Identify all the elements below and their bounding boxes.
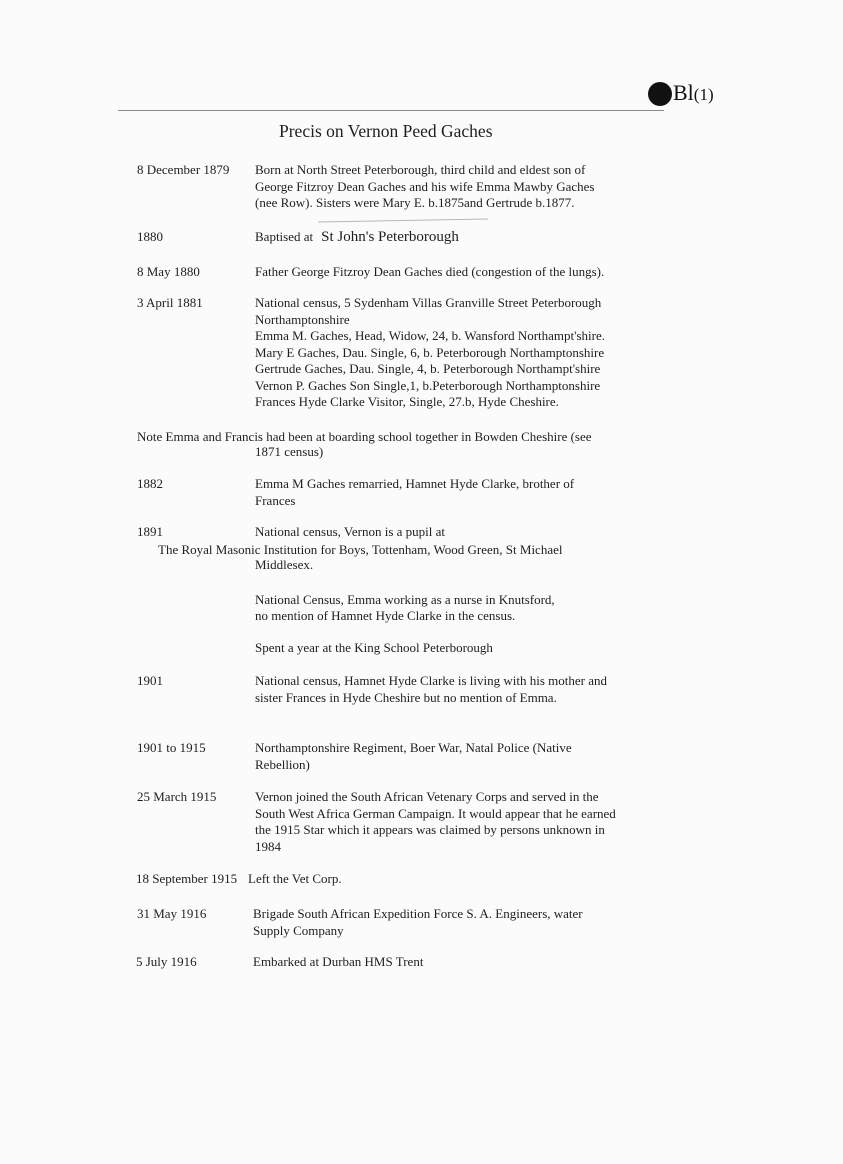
knutsford-line-2: no mention of Hamnet Hyde Clarke in the census. bbox=[255, 608, 516, 623]
entry-date: 5 July 1916 bbox=[136, 954, 197, 969]
top-divider bbox=[118, 110, 664, 111]
entry-date: 1880 bbox=[137, 229, 163, 244]
note-line-2: 1871 census) bbox=[255, 444, 324, 459]
punch-hole-dot bbox=[648, 82, 672, 106]
note-line-1: Note Emma and Francis had been at boarding school together in Bowden Cheshire (see bbox=[137, 429, 592, 444]
entry-text: National census, Hamnet Hyde Clarke is living with his mother and sister Frances in Hyde Cheshire but no mention of Emma. bbox=[255, 673, 608, 705]
entry-text: Brigade South African Expedition Force S. A. Engineers, water Supply Company bbox=[253, 906, 583, 938]
entry-text: Northamptonshire Regiment, Boer War, Natal Police (Native Rebellion) bbox=[255, 740, 572, 772]
entry-text: Embarked at Durban HMS Trent bbox=[253, 954, 424, 969]
entry-date: 1891 bbox=[137, 524, 163, 539]
entry-text: Vernon joined the South African Vetenary Corps and served in the South West Africa German Campaign. It would appear that he earned the 1915 Star which it appears was claimed by persons unknown in 1984 bbox=[255, 789, 616, 854]
entry-date: 1901 to 1915 bbox=[137, 740, 206, 755]
entry-date: 8 May 1880 bbox=[137, 264, 200, 279]
knutsford-line-1: National Census, Emma working as a nurse in Knutsford, bbox=[255, 592, 555, 607]
baptism-place: St John's Peterborough bbox=[321, 229, 459, 245]
page-title: Precis on Vernon Peed Gaches bbox=[279, 121, 493, 141]
entry-date: 8 December 1879 bbox=[137, 162, 230, 177]
entry-text: National census, Vernon is a pupil at bbox=[255, 524, 446, 539]
entry-date: 3 April 1881 bbox=[137, 295, 203, 310]
entry-text: Left the Vet Corp. bbox=[248, 871, 342, 886]
pencil-mark bbox=[318, 219, 488, 223]
entry-date: 1882 bbox=[137, 476, 163, 491]
entry-date: 1901 bbox=[137, 673, 163, 688]
entry-text: Baptised at St John's Peterborough bbox=[255, 229, 459, 245]
entry-text: Emma M Gaches remarried, Hamnet Hyde Clarke, brother of Frances bbox=[255, 476, 575, 508]
masonic-line-1: The Royal Masonic Institution for Boys, Tottenham, Wood Green, St Michael bbox=[158, 542, 563, 557]
reference-code: Bl(1) bbox=[673, 80, 714, 105]
entry-text: Born at North Street Peterborough, third child and eldest son of George Fitzroy Dean Gaches and his wife Emma Mawby Gaches (nee Row). Sisters were Mary E. b.1875and Gertrude b.1877. bbox=[255, 162, 595, 210]
entry-text: National census, 5 Sydenham Villas Granville Street Peterborough Northamptonshire Emma M. Gaches, Head, Widow, 24, b. Wansford Northampt'shire. Mary E Gaches, Dau. Single, 6, b. Peterborough Northamptonshire Gertrude Gaches, Dau. Single, 4, b. Peterborough Northampt'shire Vernon P. Gaches Son Single,1, b.Peterborough Northamptonshire Frances Hyde Clarke Visitor, Single, 27.b, Hyde Cheshire. bbox=[255, 295, 606, 409]
entry-date: 25 March 1915 bbox=[137, 789, 217, 804]
entry-date: 18 September 1915 bbox=[136, 871, 238, 886]
masonic-line-2: Middlesex. bbox=[255, 557, 314, 572]
school-line: Spent a year at the King School Peterborough bbox=[255, 640, 493, 655]
entry-date: 31 May 1916 bbox=[137, 906, 207, 921]
entry-text: Father George Fitzroy Dean Gaches died (congestion of the lungs). bbox=[255, 264, 605, 279]
